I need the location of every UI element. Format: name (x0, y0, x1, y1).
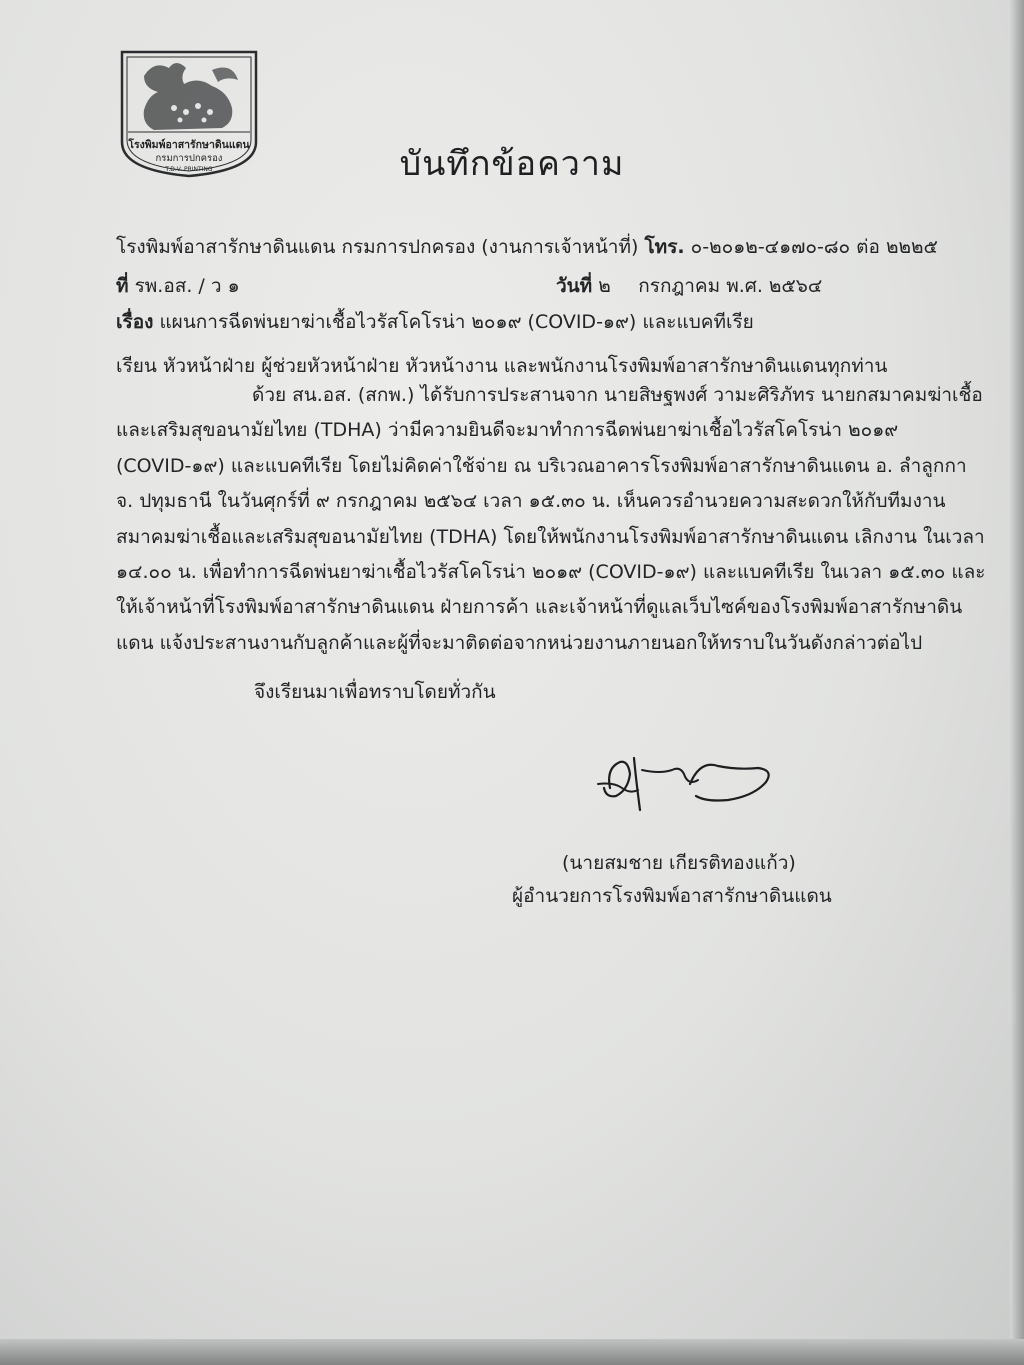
date-line (556, 271, 822, 301)
memo-body-text: ด้วย สน.อส. (สกพ.) ได้รับการประสานจาก นายสิษฐพงศ์ วามะศิริภัทร นายกสมาคมฆ่าเชื้อและเสริมสุขอนามัยไทย (TDHA) ว่ามีความยินดีจะมาทำการฉีดพ่นยาฆ่าเชื้อไวรัสโคโรน่า ๒๐๑๙ (COVID-๑๙) และแบคทีเรีย โดยไม่คิดค่าใช้จ่าย ณ บริเวณอาคารโรงพิมพ์อาสารักษาดินแดน อ. ลำลูกกา จ. ปทุมธานี ในวันศุกร์ที่ ๙ กรกฎาคม ๒๕๖๔ เวลา ๑๕.๓๐ น. เห็นควรอำนวยความสะดวกให้กับทีมงานสมาคมฆ่าเชื้อและเสริมสุขอนามัยไทย (TDHA) โดยให้พนักงานโรงพิมพ์อาสารักษาดินแดน เลิกงาน ในเวลา ๑๔.๐๐ น. เพื่อทำการฉีดพ่นยาฆ่าเชื้อไวรัสโคโรน่า ๒๐๑๙ (COVID-๑๙) และแบคทีเรีย ในเวลา ๑๕.๓๐ และให้เจ้าหน้าที่โรงพิมพ์อาสารักษาดินแดน ฝ่ายการค้า และเจ้าหน้าที่ดูแลเว็บไซค์ของโรงพิมพ์อาสารักษาดินแดน แจ้งประสานงานกับลูกค้าและผู้ที่จะมาติดต่อจากหน่วยงานภายนอกให้ทราบในวันดังกล่าวต่อไป (116, 384, 986, 654)
memo-title: บันทึกข้อความ (399, 144, 625, 184)
ref-value: รพ.อส. / ว ๑ (134, 275, 240, 297)
subject-line (116, 307, 754, 337)
addressee-line (116, 351, 887, 381)
closing-line: จึงเรียนมาเพื่อทราบโดยทั่วกัน (254, 681, 496, 703)
handwritten-signature (588, 740, 788, 835)
ref-line (116, 271, 240, 301)
date-month-year: กรกฎาคม พ.ศ. ๒๕๖๔ (638, 275, 823, 297)
logo-org-name: โรงพิมพ์อาสารักษาดินแดน (128, 139, 250, 151)
paper-edge-shadow (1010, 0, 1024, 1365)
signer-name: (นายสมชาย เกียรติทองแก้ว) (562, 852, 796, 874)
date-day: ๒ (598, 275, 611, 297)
office-name: โรงพิมพ์อาสารักษาดินแดน กรมการปกครอง (งานการเจ้าหน้าที่) (116, 236, 639, 258)
header-office-line (116, 232, 938, 262)
ref-label: ที่ (116, 275, 129, 297)
memo-body (116, 378, 988, 661)
subject-label: เรื่อง (116, 311, 154, 333)
logo-dept-name: กรมการปกครอง (155, 153, 223, 164)
to-value: หัวหน้าฝ่าย ผู้ช่วยหัวหน้าฝ่าย หัวหน้างาน และพนักงานโรงพิมพ์อาสารักษาดินแดนทุกท่าน (162, 355, 888, 377)
to-label: เรียน (116, 355, 157, 377)
logo-en-name: T.D.V. PRINTING (165, 166, 213, 173)
signer-position: ผู้อำนวยการโรงพิมพ์อาสารักษาดินแดน (512, 885, 832, 907)
tel-value: ๐-๒๐๑๒-๔๑๗๐-๘๐ ต่อ ๒๒๒๕ (690, 236, 938, 258)
paper-bottom-shadow (0, 1339, 1024, 1365)
tel-label: โทร. (644, 236, 685, 258)
subject-value: แผนการฉีดพ่นยาฆ่าเชื้อไวรัสโคโรน่า ๒๐๑๙ (COVID-๑๙) และแบคทีเรีย (159, 311, 754, 333)
date-label: วันที่ (556, 275, 593, 297)
